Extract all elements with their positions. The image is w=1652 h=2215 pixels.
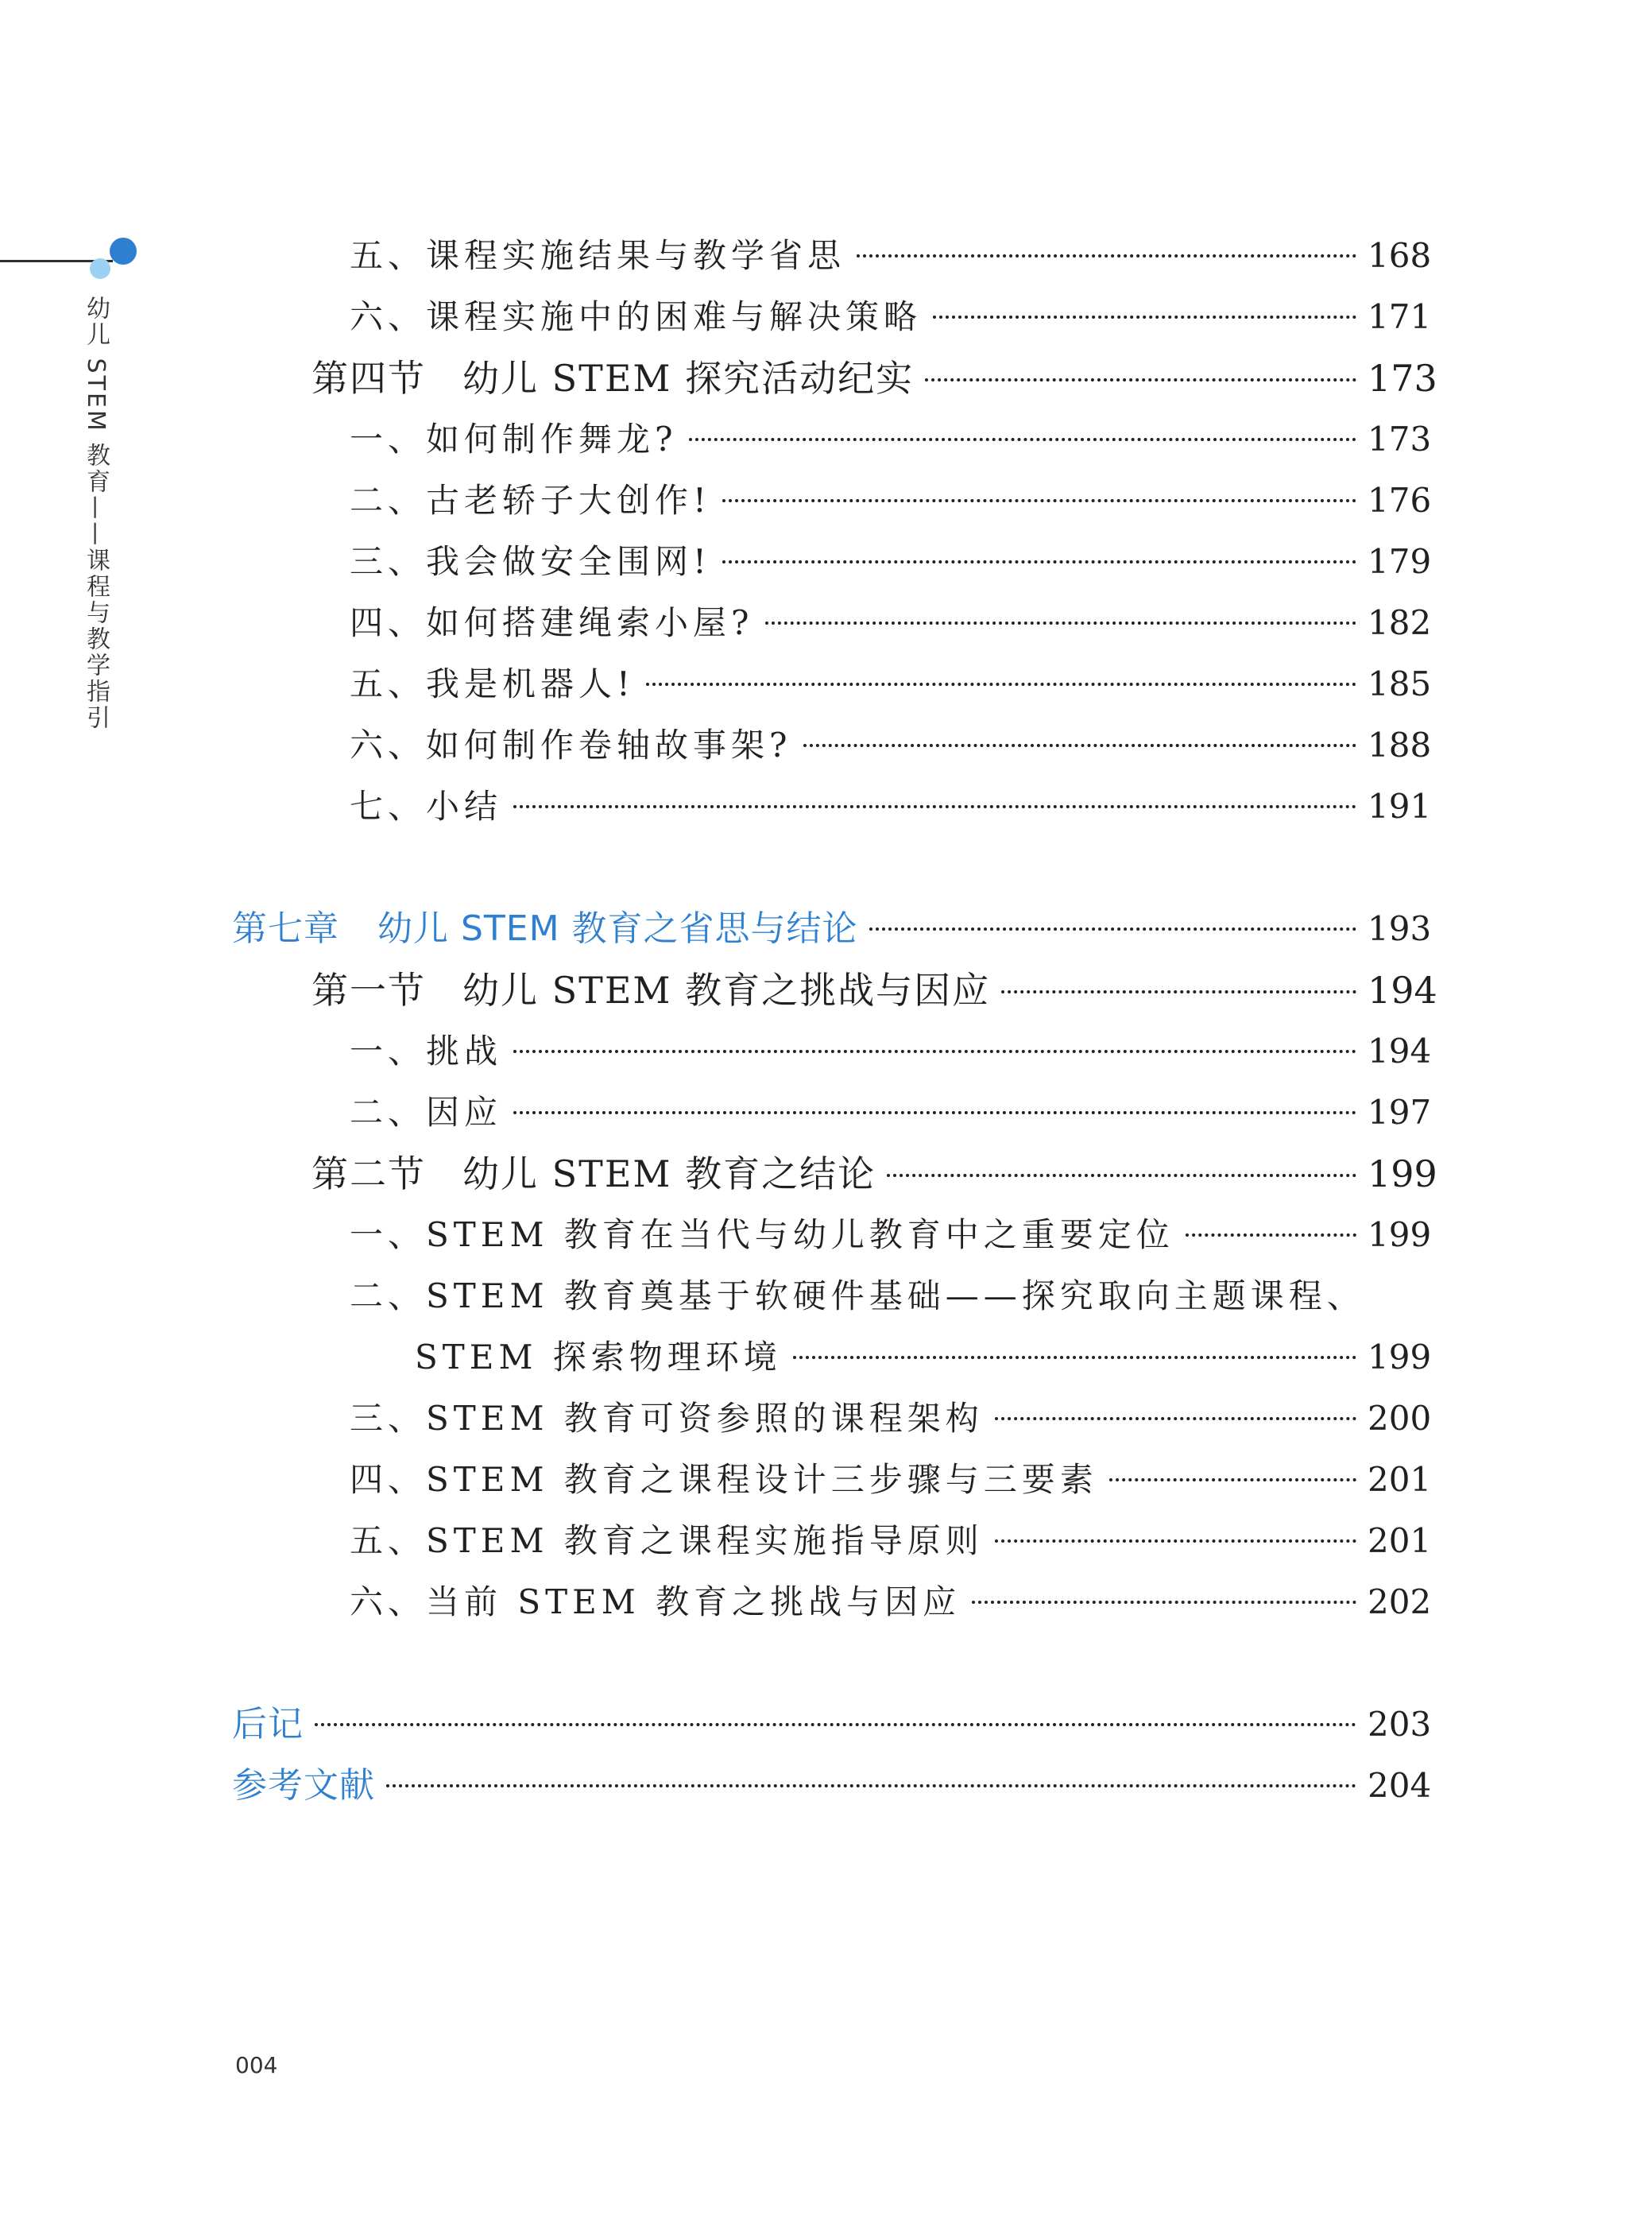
dot-leader xyxy=(513,805,1356,808)
toc-entry-title: 一、挑战 xyxy=(350,1032,503,1071)
toc-chapter-title xyxy=(232,905,858,953)
toc-entry-title: 五、课程实施结果与教学省思 xyxy=(350,236,846,275)
toc-entry-page: 185 xyxy=(1368,664,1432,703)
dot-leader xyxy=(765,622,1356,625)
dot-leader xyxy=(386,1784,1356,1787)
dot-leader xyxy=(1186,1233,1356,1237)
toc-entry-page: 176 xyxy=(1368,481,1432,520)
toc-entry-title: 二、STEM 教育奠基于软硬件基础——探究取向主题课程、 xyxy=(350,1276,1365,1315)
toc-chapter-title: 参考文献 xyxy=(232,1765,375,1806)
toc-entry-page: 204 xyxy=(1368,1766,1432,1805)
toc-entry-page: 179 xyxy=(1368,542,1432,581)
dot-leader xyxy=(933,316,1356,319)
dot-leader xyxy=(513,1111,1356,1114)
toc-entry-page: 188 xyxy=(1368,726,1432,765)
toc-entry-title: 一、STEM 教育在当代与幼儿教育中之重要定位 xyxy=(350,1215,1174,1254)
toc-entry-title: 五、STEM 教育之课程实施指导原则 xyxy=(350,1521,984,1560)
toc-entry-title: 四、如何搭建绳索小屋? xyxy=(350,603,754,642)
toc-entry-title: 六、课程实施中的困难与解决策略 xyxy=(350,297,923,336)
section-name: 幼儿 STEM 教育之挑战与因应 xyxy=(462,969,991,1012)
toc-entry-page: 191 xyxy=(1368,787,1432,826)
running-title: 幼儿 STEM 教育——课程与教学指引 xyxy=(82,296,110,732)
toc-entry-title: 一、如何制作舞龙? xyxy=(350,420,678,459)
dot-leader xyxy=(1001,990,1356,993)
toc-section-title xyxy=(311,1150,876,1198)
page-number: 004 xyxy=(235,2052,278,2078)
toc-entry[interactable] xyxy=(350,599,1432,647)
toc-entry-page: 199 xyxy=(1368,1152,1437,1195)
toc-entry-page: 202 xyxy=(1368,1582,1432,1621)
section-number: 第四节 xyxy=(311,357,426,400)
toc-chapter[interactable] xyxy=(232,905,1432,953)
toc-entry[interactable] xyxy=(350,1517,1432,1565)
section-number: 第二节 xyxy=(311,1152,426,1195)
section-name: 幼儿 STEM 教育之结论 xyxy=(462,1152,876,1195)
toc-entry[interactable] xyxy=(350,538,1432,586)
dot-leader xyxy=(513,1050,1356,1053)
dot-leader xyxy=(1109,1478,1356,1481)
toc-entry-page: 199 xyxy=(1368,1215,1432,1254)
dot-leader xyxy=(689,438,1356,441)
toc-entry-title: 三、STEM 教育可资参照的课程架构 xyxy=(350,1399,984,1438)
toc-entry[interactable] xyxy=(350,293,1432,341)
dot-leader xyxy=(803,744,1356,747)
toc-entry-page: 203 xyxy=(1368,1705,1432,1744)
toc-entry[interactable] xyxy=(350,416,1432,463)
dot-leader xyxy=(857,254,1356,258)
dot-leader xyxy=(793,1356,1356,1359)
toc-entry[interactable] xyxy=(350,1395,1432,1442)
toc-entry[interactable] xyxy=(350,232,1432,280)
toc-entry-page: 201 xyxy=(1368,1521,1432,1560)
toc-entry-page: 168 xyxy=(1368,236,1432,275)
toc-chapter-title: 后记 xyxy=(232,1704,304,1745)
section-number: 第一节 xyxy=(311,969,426,1012)
toc-entry-title: 二、因应 xyxy=(350,1093,503,1132)
toc-entry[interactable] xyxy=(350,1028,1432,1075)
toc-entry-page: 200 xyxy=(1368,1399,1432,1438)
toc-entry-page: 199 xyxy=(1368,1338,1432,1377)
toc-entry-continuation[interactable] xyxy=(415,1334,1432,1381)
toc-entry-title: 四、STEM 教育之课程设计三步骤与三要素 xyxy=(350,1460,1098,1499)
section-name: 幼儿 STEM 探究活动纪实 xyxy=(462,357,915,400)
toc-entry-page: 197 xyxy=(1368,1093,1432,1132)
toc-entry-page: 182 xyxy=(1368,603,1432,642)
dot-leader xyxy=(646,683,1356,686)
toc-entry-page: 173 xyxy=(1368,357,1437,400)
toc-section[interactable] xyxy=(311,354,1437,402)
toc-entry-title: 二、古老轿子大创作! xyxy=(350,481,711,520)
toc-entry-page: 173 xyxy=(1368,420,1432,459)
toc-entry-title: 六、当前 STEM 教育之挑战与因应 xyxy=(350,1582,961,1621)
dot-leader xyxy=(315,1723,1356,1726)
toc-entry-page: 194 xyxy=(1368,1032,1432,1071)
toc-entry[interactable] xyxy=(350,660,1432,708)
dot-leader xyxy=(887,1174,1356,1177)
toc-entry[interactable] xyxy=(350,1089,1432,1137)
toc-entry-title: 七、小结 xyxy=(350,787,503,826)
toc-entry-page: 171 xyxy=(1368,297,1432,336)
toc-entry[interactable] xyxy=(350,722,1432,769)
toc-section[interactable] xyxy=(311,1150,1437,1198)
chapter-name: 幼儿 STEM 教育之省思与结论 xyxy=(377,908,858,949)
toc-entry-title: 五、我是机器人! xyxy=(350,664,635,703)
dot-leader xyxy=(995,1417,1356,1420)
dot-leader xyxy=(722,499,1356,502)
toc-entry[interactable] xyxy=(350,1211,1432,1259)
toc-entry[interactable] xyxy=(350,1456,1432,1504)
chapter-number: 第七章 xyxy=(232,908,339,949)
toc-chapter[interactable] xyxy=(232,1762,1432,1810)
toc-entry[interactable] xyxy=(350,477,1432,525)
dot-leader xyxy=(972,1601,1356,1604)
dot-leader xyxy=(925,378,1356,381)
toc-chapter[interactable] xyxy=(232,1701,1432,1748)
toc-entry-page: 193 xyxy=(1368,909,1432,948)
toc-entry-title: STEM 探索物理环境 xyxy=(415,1338,782,1377)
toc-entry-page: 194 xyxy=(1368,969,1437,1012)
toc-entry-page: 201 xyxy=(1368,1460,1432,1499)
toc-entry-title: 六、如何制作卷轴故事架? xyxy=(350,726,792,765)
dot-leader xyxy=(995,1539,1356,1543)
dot-leader xyxy=(722,560,1356,563)
toc-section[interactable] xyxy=(311,966,1437,1014)
toc-section-title xyxy=(311,966,990,1014)
toc-entry[interactable] xyxy=(350,1272,1423,1320)
toc-entry[interactable] xyxy=(350,1578,1432,1626)
dot-leader xyxy=(869,927,1356,931)
toc-section-title xyxy=(311,354,914,402)
toc-entry-title: 三、我会做安全围网! xyxy=(350,542,711,581)
toc-entry[interactable] xyxy=(350,783,1432,831)
